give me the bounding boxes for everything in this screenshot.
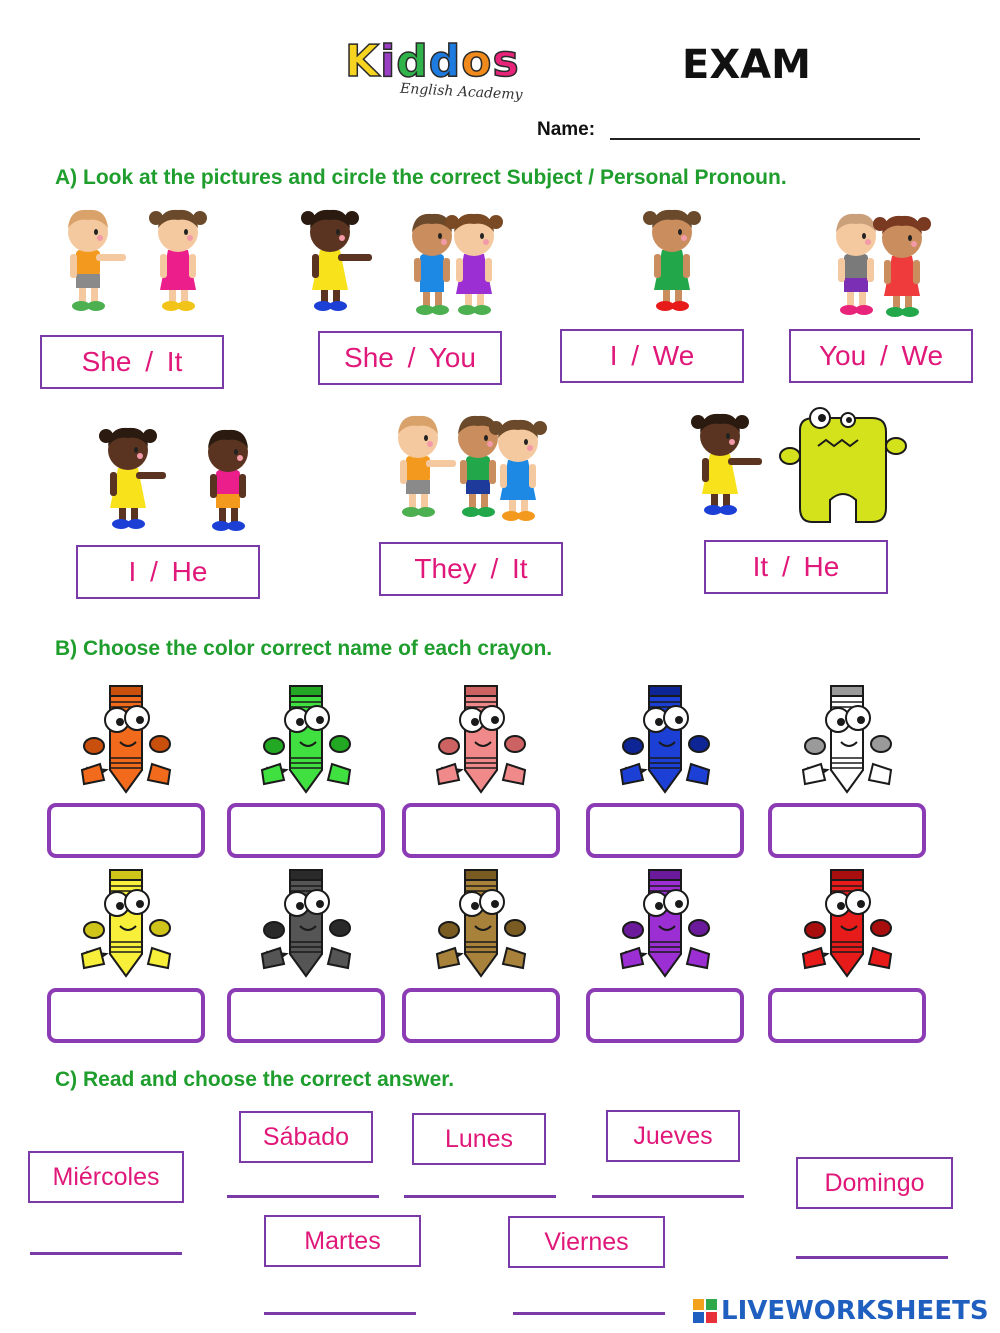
logo-letter: s: [492, 36, 520, 87]
crayon-answer-box-2[interactable]: [227, 803, 385, 858]
pronoun-option-5[interactable]: I / He: [76, 545, 260, 599]
liveworksheets-brand: LIVEWORKSHEETS: [721, 1296, 989, 1326]
pronoun-option-2[interactable]: She / You: [318, 331, 502, 385]
day-card-miercoles[interactable]: Miércoles: [28, 1151, 184, 1203]
day-card-viernes[interactable]: Viernes: [508, 1216, 665, 1268]
logo-letter: d: [428, 36, 462, 87]
logo-letter: o: [461, 36, 493, 87]
exam-title: EXAM: [682, 42, 811, 88]
day-card-lunes[interactable]: Lunes: [412, 1113, 546, 1165]
answer-line[interactable]: [513, 1312, 665, 1315]
crayon-answer-box-10[interactable]: [768, 988, 926, 1043]
name-label: Name:: [537, 119, 596, 140]
pronoun-option-3[interactable]: I / We: [560, 329, 744, 383]
pronoun-option-6[interactable]: They / It: [379, 542, 563, 596]
crayon-answer-box-5[interactable]: [768, 803, 926, 858]
liveworksheets-icon: [692, 1298, 718, 1324]
crayon-figure: [803, 870, 891, 976]
crayon-answer-box-3[interactable]: [402, 803, 560, 858]
answer-line[interactable]: [227, 1195, 379, 1198]
logo-letter: d: [396, 36, 429, 87]
logo-letter: i: [380, 36, 397, 87]
crayon-answer-box-6[interactable]: [47, 988, 205, 1043]
answer-line[interactable]: [796, 1256, 948, 1259]
crayon-figure: [803, 686, 891, 792]
crayon-figure: [621, 686, 709, 792]
crayon-figure: [82, 870, 170, 976]
crayon-figure: [82, 686, 170, 792]
crayon-answer-box-1[interactable]: [47, 803, 205, 858]
day-card-martes[interactable]: Martes: [264, 1215, 421, 1267]
section-c-title: C) Read and choose the correct answer.: [55, 1068, 455, 1091]
day-card-jueves[interactable]: Jueves: [606, 1110, 740, 1162]
crayon-figure: [262, 686, 350, 792]
logo-subtitle: English Academy: [399, 80, 523, 104]
crayon-figure: [437, 686, 525, 792]
day-card-sabado[interactable]: Sábado: [239, 1111, 373, 1163]
pronoun-option-7[interactable]: It / He: [704, 540, 888, 594]
crayon-figure: [262, 870, 350, 976]
crayon-figure: [437, 870, 525, 976]
logo-letter: K: [345, 36, 381, 87]
crayon-figure: [621, 870, 709, 976]
pronoun-option-1[interactable]: She / It: [40, 335, 224, 389]
section-a-title: A) Look at the pictures and circle the correct Subject / Personal Pronoun.: [55, 166, 787, 189]
crayon-answer-box-7[interactable]: [227, 988, 385, 1043]
answer-line[interactable]: [30, 1252, 182, 1255]
crayon-answer-box-4[interactable]: [586, 803, 744, 858]
answer-line[interactable]: [404, 1195, 556, 1198]
day-card-domingo[interactable]: Domingo: [796, 1157, 953, 1209]
liveworksheets-logo: [692, 1296, 989, 1326]
section-b-title: B) Choose the color correct name of each crayon.: [55, 637, 553, 660]
answer-line[interactable]: [592, 1195, 744, 1198]
crayon-answer-box-8[interactable]: [402, 988, 560, 1043]
crayon-answer-box-9[interactable]: [586, 988, 744, 1043]
pronoun-option-4[interactable]: You / We: [789, 329, 973, 383]
answer-line[interactable]: [264, 1312, 416, 1315]
